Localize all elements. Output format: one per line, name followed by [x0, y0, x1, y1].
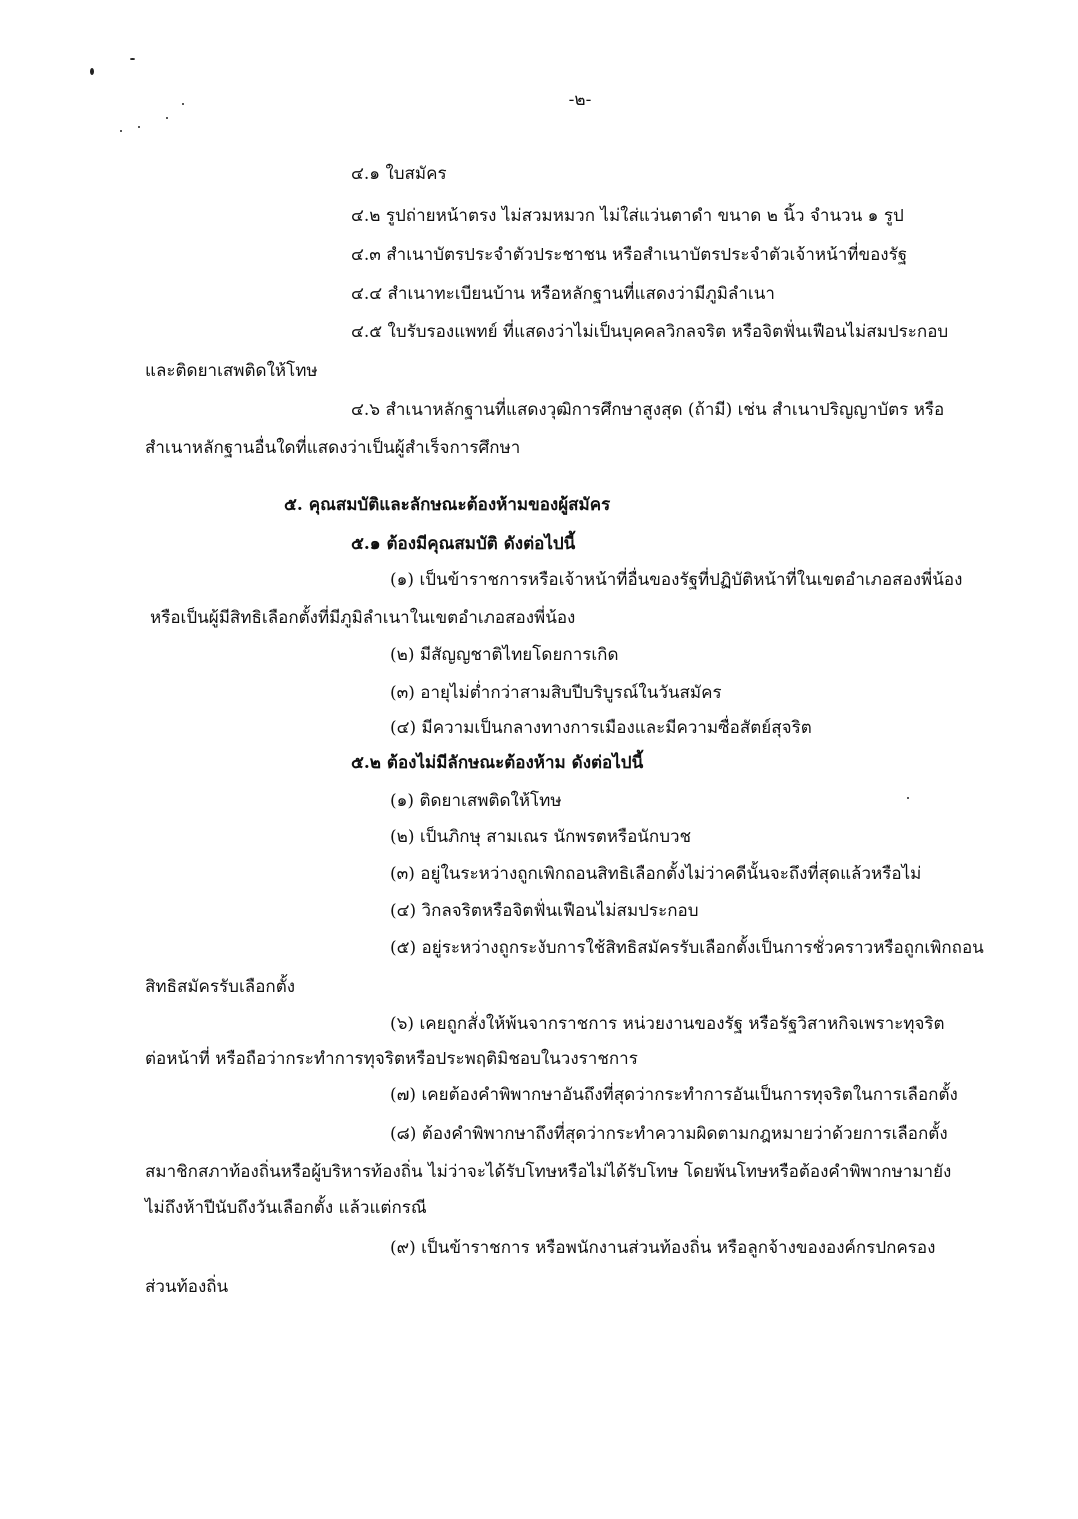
section-5-2-item-5-line1: (๕) อยู่ระหว่างถูกระงับการใช้สิทธิสมัครรับเลือกตั้งเป็นการชั่วคราวหรือถูกเพิกถอน	[390, 938, 984, 958]
item-4-6-line1: ๔.๖ สำเนาหลักฐานที่แสดงวุฒิการศึกษาสูงสุด (ถ้ามี) เช่น สำเนาปริญญาบัตร หรือ	[351, 400, 945, 420]
section-5-1-item-1-line1: (๑) เป็นข้าราชการหรือเจ้าหน้าที่อื่นของรัฐที่ปฏิบัติหน้าที่ในเขตอำเภอสองพี่น้อง	[390, 570, 963, 590]
section-5-heading: ๕. คุณสมบัติและลักษณะต้องห้ามของผู้สมัคร	[284, 495, 611, 515]
section-5-2-item-9-line2: ส่วนท้องถิ่น	[145, 1277, 229, 1297]
section-5-1-item-1-line2: หรือเป็นผู้มีสิทธิเลือกตั้งที่มีภูมิลำเนาในเขตอำเภอสองพี่น้อง	[150, 608, 576, 628]
section-5-2-item-8-line3: ไม่ถึงห้าปีนับถึงวันเลือกตั้ง แล้วแต่กรณี	[145, 1198, 427, 1218]
section-5-1-heading: ๕.๑ ต้องมีคุณสมบัติ ดังต่อไปนี้	[351, 534, 576, 554]
item-4-5-line1: ๔.๕ ใบรับรองแพทย์ ที่แสดงว่าไม่เป็นบุคคลวิกลจริต หรือจิตฟั่นเฟือนไม่สมประกอบ	[351, 322, 949, 342]
item-4-3: ๔.๓ สำเนาบัตรประจำตัวประชาชน หรือสำเนาบัตรประจำตัวเจ้าหน้าที่ของรัฐ	[351, 245, 908, 265]
item-4-2: ๔.๒ รูปถ่ายหน้าตรง ไม่สวมหมวก ไม่ใส่แว่นตาดำ ขนาด ๒ นิ้ว จำนวน ๑ รูป	[351, 206, 904, 226]
section-5-2-item-7: (๗) เคยต้องคำพิพากษาอันถึงที่สุดว่ากระทำการอันเป็นการทุจริตในการเลือกตั้ง	[390, 1085, 958, 1105]
section-5-2-item-6-line1: (๖) เคยถูกสั่งให้พ้นจากราชการ หน่วยงานของรัฐ หรือรัฐวิสาหกิจเพราะทุจริต	[390, 1014, 945, 1034]
item-4-5-line2: และติดยาเสพติดให้โทษ	[145, 361, 318, 381]
scan-speck	[907, 797, 909, 799]
section-5-1-item-3: (๓) อายุไม่ต่ำกว่าสามสิบปีบริบูรณ์ในวันสมัคร	[390, 683, 722, 703]
section-5-2-heading: ๕.๒ ต้องไม่มีลักษณะต้องห้าม ดังต่อไปนี้	[351, 753, 644, 773]
item-4-1: ๔.๑ ใบสมัคร	[351, 164, 447, 184]
item-4-6-line2: สำเนาหลักฐานอื่นใดที่แสดงว่าเป็นผู้สำเร็จการศึกษา	[145, 438, 521, 458]
item-4-4: ๔.๔ สำเนาทะเบียนบ้าน หรือหลักฐานที่แสดงว่ามีภูมิลำเนา	[351, 284, 775, 304]
scan-speck	[166, 117, 168, 119]
section-5-2-item-4: (๔) วิกลจริตหรือจิตฟั่นเฟือนไม่สมประกอบ	[390, 901, 699, 921]
section-5-2-item-6-line2: ต่อหน้าที่ หรือถือว่ากระทำการทุจริตหรือประพฤติมิชอบในวงราชการ	[145, 1049, 638, 1069]
page-number: -๒-	[568, 90, 592, 110]
section-5-2-item-8-line1: (๘) ต้องคำพิพากษาถึงที่สุดว่ากระทำความผิดตามกฎหมายว่าด้วยการเลือกตั้ง	[390, 1124, 948, 1144]
section-5-1-item-4: (๔) มีความเป็นกลางทางการเมืองและมีความซื่อสัตย์สุจริต	[390, 718, 812, 738]
section-5-2-item-2: (๒) เป็นภิกษุ สามเณร นักพรตหรือนักบวช	[390, 827, 692, 847]
scan-speck	[130, 58, 135, 60]
section-5-2-item-3: (๓) อยู่ในระหว่างถูกเพิกถอนสิทธิเลือกตั้งไม่ว่าคดีนั้นจะถึงที่สุดแล้วหรือไม่	[390, 864, 922, 884]
section-5-2-item-5-line2: สิทธิสมัครรับเลือกตั้ง	[145, 977, 296, 997]
scan-speck	[90, 68, 94, 75]
section-5-1-item-2: (๒) มีสัญญชาติไทยโดยการเกิด	[390, 645, 619, 665]
scan-speck	[138, 126, 140, 128]
section-5-2-item-1: (๑) ติดยาเสพติดให้โทษ	[390, 791, 562, 811]
scan-speck	[120, 130, 122, 132]
section-5-2-item-9-line1: (๙) เป็นข้าราชการ หรือพนักงานส่วนท้องถิ่น หรือลูกจ้างขององค์กรปกครอง	[390, 1238, 936, 1258]
section-5-2-item-8-line2: สมาชิกสภาท้องถิ่นหรือผู้บริหารท้องถิ่น ไม่ว่าจะได้รับโทษหรือไม่ได้รับโทษ โดยพ้นโทษหรือต้องคำพิพากษามายัง	[145, 1162, 952, 1182]
